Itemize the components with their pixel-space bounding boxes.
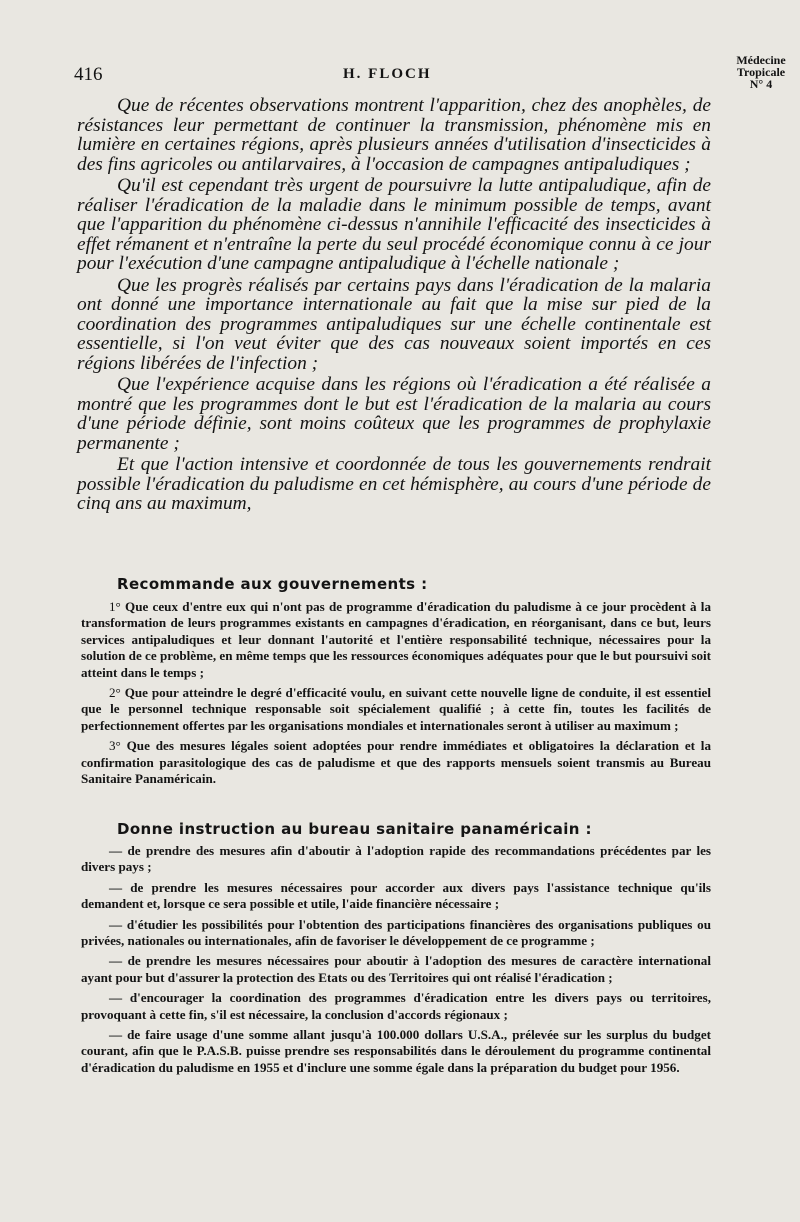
recommendations-list (81, 599, 711, 791)
instruction-item: — de prendre les mesures nécessaires pour aboutir à l'adoption des mesures de caractère international ayant pour but d'assurer la protection des Etats ou des Territoires qui ont réalisé l'éradication ; (81, 953, 711, 985)
journal-line: Médecine (736, 53, 786, 67)
instruction-item: — de faire usage d'une somme allant jusqu'à 100.000 dollars U.S.A., prélevée sur les surplus du budget courant, afin que le P.A.S.B. puisse prendre ses responsabilités dans le déroulement du programme continental d'éradication du paludisme en 1955 et d'inclure une somme égale dans la préparation du budget pour 1956. (81, 1027, 711, 1075)
page-header (0, 53, 800, 100)
instructions-list (81, 843, 711, 1080)
recommendation-item (81, 685, 711, 734)
consideration-paragraph: Que de récentes observations montrent l'apparition, chez des anophèles, de résistances leur permettant de continuer la transmission, phénomène mis en lumière en certaines régions, après plusieurs années d'utilisation d'insecticides à des fins agricoles ou antilarvaires, à l'occasion de campagnes antipaludiques ; (77, 95, 711, 175)
item-text: Que ceux d'entre eux qui n'ont pas de programme d'éradication du paludisme à ce jour procèdent à la transformation de leurs programmes existants en campagnes d'éradication, en réorganisant, dans ce but, leurs services antipaludiques et leur donnant l'autorité et l'entière responsabilité technique, nécessaires pour la solution de ce problème, en même temps que les ressources économiques adéquates pour que le but poursuivi soit atteint dans le temps ; (81, 599, 711, 680)
journal-label (726, 54, 796, 90)
item-number: 3° (109, 738, 121, 754)
consideration-paragraph: Que les progrès réalisés par certains pays dans l'éradication de la malaria ont donné une importance internationale au fait que la mise sur pied de la coordination des programmes antipaludiques sur une échelle continentale est essentielle, si l'on veut éviter que des cas nouveaux soient importés en ces régions libérées de l'infection ; (77, 274, 711, 374)
instruction-item: — de prendre des mesures afin d'aboutir à l'adoption rapide des recommandations précédentes par les divers pays ; (81, 843, 711, 875)
running-author: H. FLOCH (343, 66, 432, 82)
item-number: 2° (109, 685, 121, 701)
instruction-item: — de prendre les mesures nécessaires pour accorder aux divers pays l'assistance technique qu'ils demandent et, lorsque ce sera possible et utile, l'aide financière nécessaire ; (81, 879, 711, 912)
item-number: 1° (109, 599, 121, 614)
instruction-item: — d'étudier les possibilités pour l'obtention des participations financières des organisations publiques ou privées, nationales ou internationales, afin de favoriser le développement de ce programme ; (81, 916, 711, 949)
consideration-paragraph: Qu'il est cependant très urgent de poursuivre la lutte antipaludique, afin de réaliser l'éradication de la maladie dans le minimum possible de temps, avant que l'apparition du phénomène ci-dessus n'annihile l'efficacité des insecticides à effet rémanent et n'entraîne la perte du seul procédé économique connu à ce jour pour l'exécution d'une campagne antipaludique à l'échelle nationale ; (77, 175, 711, 274)
page-number: 416 (74, 64, 103, 85)
recommendation-item (81, 738, 711, 787)
journal-line: Tropicale (736, 65, 786, 79)
instruction-item: — d'encourager la coordination des programmes d'éradication entre les divers pays ou territoires, provoquant à cette fin, s'il est nécessaire, la conclusion d'accords régionaux ; (81, 990, 711, 1022)
consideration-paragraph: Et que l'action intensive et coordonnée de tous les gouvernements rendrait possible l'éradication du paludisme en cet hémisphère, au cours d'une période de cinq ans au maximum, (77, 454, 711, 514)
instructions-heading: Donne instruction au bureau sanitaire panaméricain : (117, 820, 592, 838)
recommendation-item (81, 599, 711, 681)
journal-line: N° 4 (749, 77, 773, 91)
considerations-block (77, 96, 711, 516)
recommendations-heading: Recommande aux gouvernements : (117, 575, 428, 593)
item-text: Que des mesures légales soient adoptées pour rendre immédiates et obligatoires la déclaration et la confirmation parasitologique des cas de paludisme et que des rapports mensuels soient transmis au Bureau Sanitaire Panaméricain. (81, 738, 711, 787)
item-text: Que pour atteindre le degré d'efficacité voulu, en suivant cette nouvelle ligne de conduite, il est essentiel que le personnel technique responsable soit spécialement qualifié ; à cette fin, toutes les facilités de perfectionnement offertes par les organisations mondiales et internationales seront à utiliser au maximum ; (81, 685, 711, 733)
consideration-paragraph: Que l'expérience acquise dans les régions où l'éradication a été réalisée a montré que les programmes dont le but est l'éradication de la malaria au cours d'une période définie, sont moins coûteux que les programmes de prophylaxie permanente ; (77, 374, 711, 454)
